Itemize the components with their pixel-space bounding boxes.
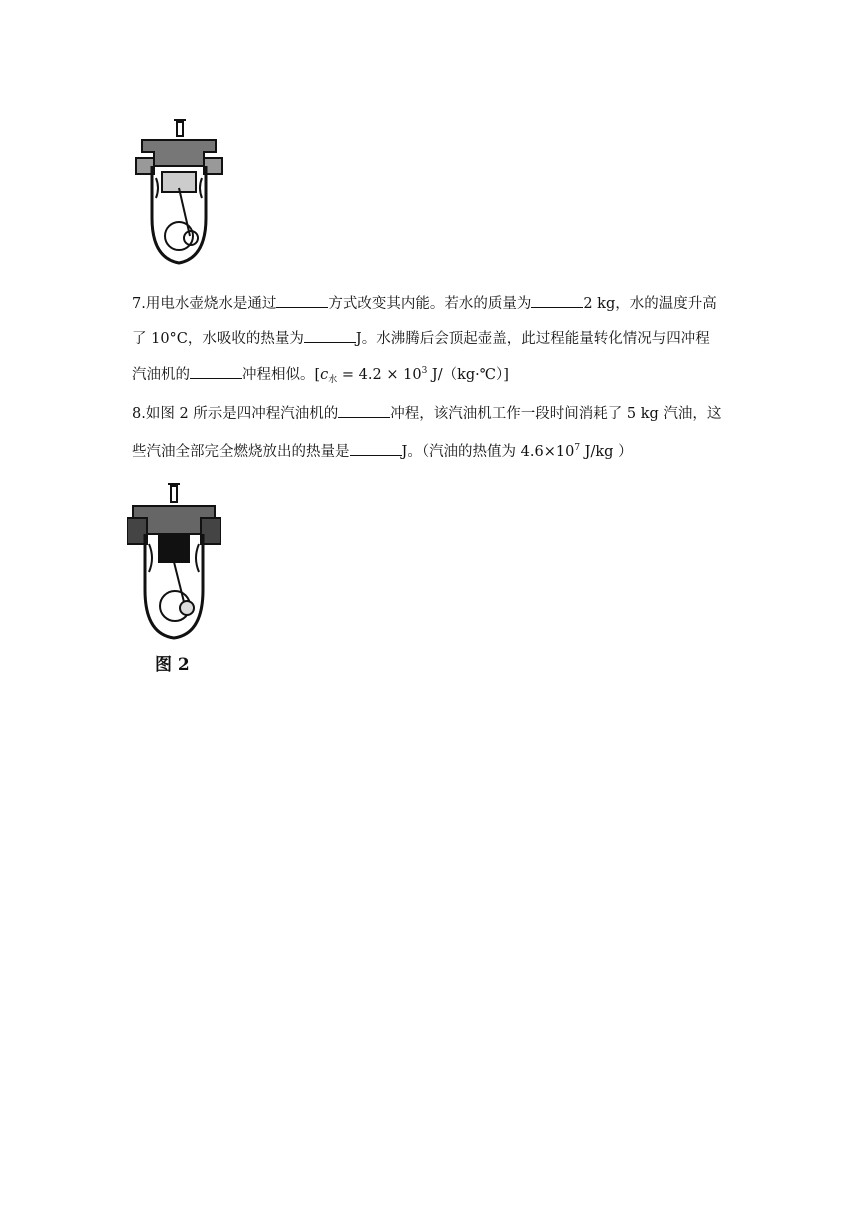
answer-blank[interactable] — [190, 365, 242, 379]
answer-blank[interactable] — [531, 294, 583, 308]
figure-2-caption: 图 2 — [155, 655, 190, 675]
question-7-line-2: 了 10°C，水吸收的热量为 J。水沸腾后会顶起壶盖，此过程能量转化情况与四冲程 — [132, 331, 710, 347]
question-7-line-3: 汽油机的 冲程相似。[$c_水 = 4.2 \times 10^3$ J/（kg·℃）] — [132, 366, 509, 385]
question-7-line-1: 7.用电水壶烧水是通过 方式改变其内能。若水的质量为 2 kg，水的温度升高 — [132, 296, 717, 312]
answer-blank[interactable] — [350, 442, 402, 456]
engine-diagram-1 — [134, 118, 224, 268]
answer-blank[interactable] — [276, 294, 328, 308]
engine-diagram-2 — [127, 482, 221, 642]
answer-blank[interactable] — [338, 404, 390, 418]
question-8-line-1: 8.如图 2 所示是四冲程汽油机的 冲程，该汽油机工作一段时间消耗了 5 kg 汽油，这 — [132, 406, 722, 422]
answer-blank[interactable] — [304, 329, 356, 343]
question-8-line-2: 些汽油全部完全燃烧放出的热量是 J。（汽油的热值为 $4.6\times 10^7$ J/kg ） — [132, 443, 633, 460]
